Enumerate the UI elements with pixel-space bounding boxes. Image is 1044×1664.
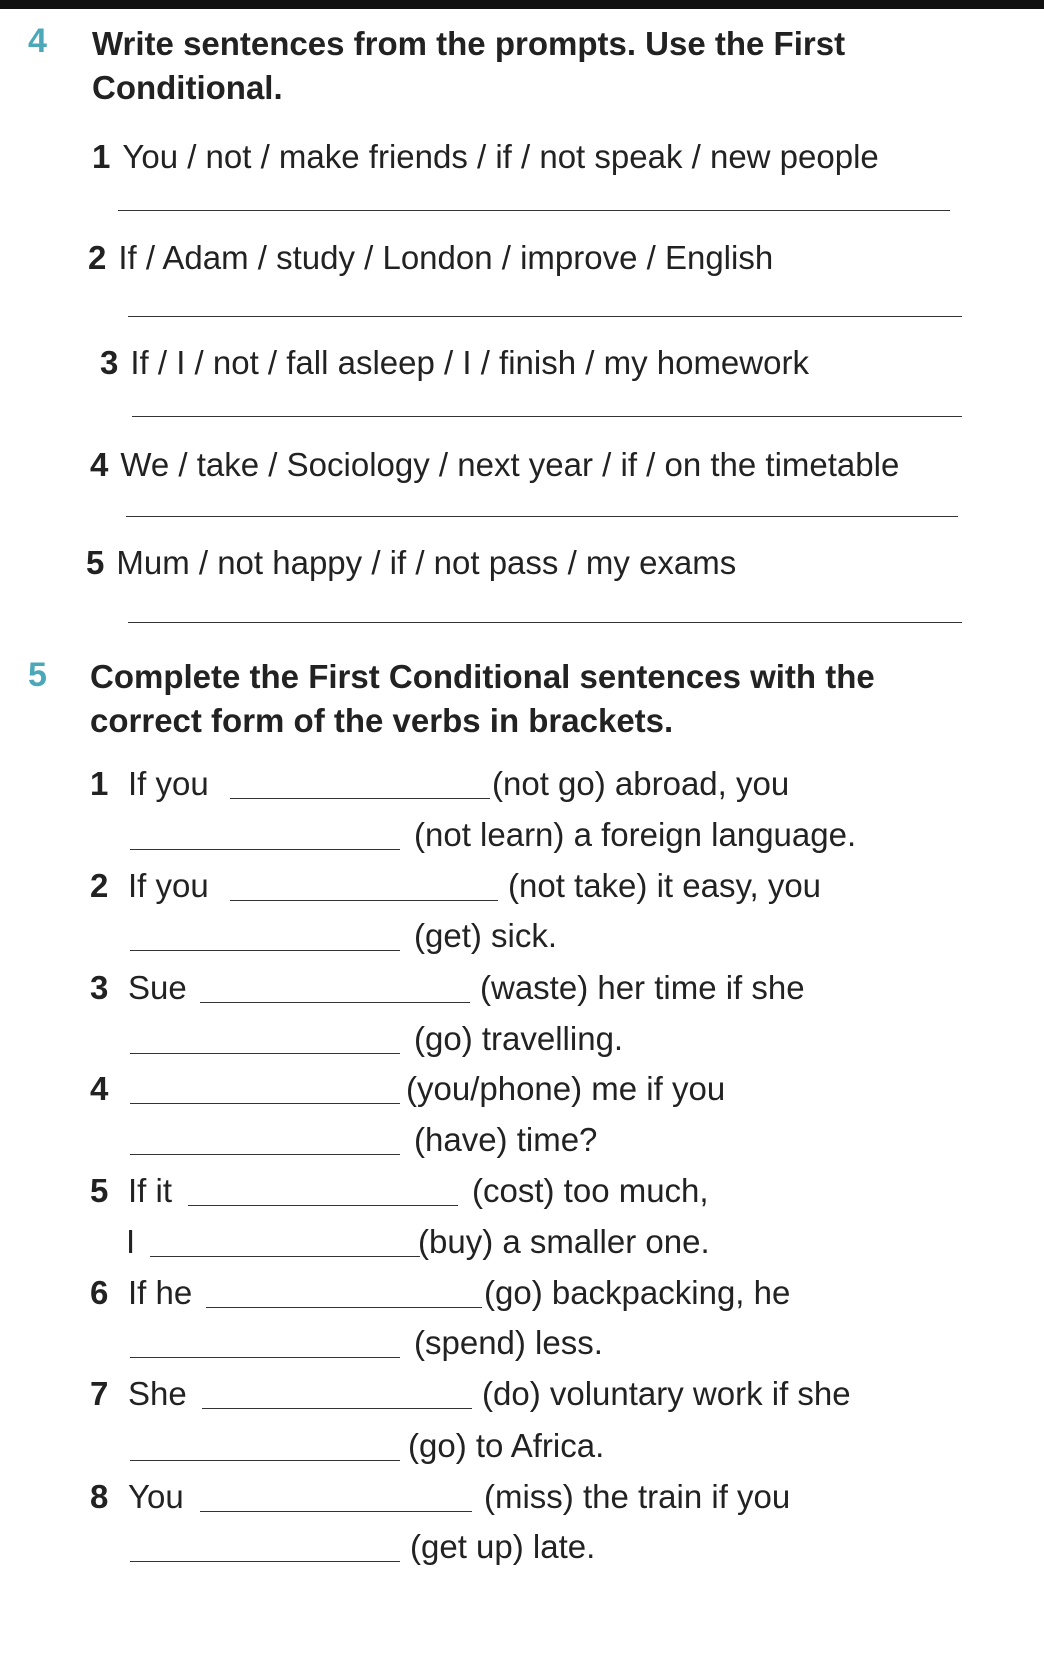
item-number: 3 xyxy=(100,344,119,381)
gap-fill-line xyxy=(90,1120,990,1160)
sentence-start: You xyxy=(128,1478,184,1515)
sentence-continuation: I xyxy=(126,1223,136,1260)
exercise-title-line: Conditional. xyxy=(92,69,283,106)
answer-blank[interactable] xyxy=(200,1002,470,1003)
answer-blank[interactable] xyxy=(202,1408,472,1409)
item-number: 5 xyxy=(90,1172,109,1209)
item-number: 7 xyxy=(90,1375,109,1412)
answer-line[interactable] xyxy=(128,622,962,623)
prompt-text: You / not / make friends / if / not speak / new people xyxy=(122,138,879,175)
answer-blank[interactable] xyxy=(130,849,400,850)
sentence-middle: (go) backpacking, he xyxy=(484,1274,791,1311)
gap-fill-line xyxy=(90,1374,990,1414)
answer-line[interactable] xyxy=(126,516,958,517)
sentence-end: (get) sick. xyxy=(414,917,558,954)
gap-fill-line xyxy=(90,1171,990,1211)
gap-fill-line xyxy=(90,866,990,906)
item-number: 8 xyxy=(90,1478,109,1515)
exercise-number: 4 xyxy=(28,22,47,60)
exercise-title-line: Write sentences from the prompts. Use the First xyxy=(92,25,846,62)
prompt-item xyxy=(86,543,736,583)
sentence-start: Sue xyxy=(128,969,187,1006)
answer-blank[interactable] xyxy=(130,950,400,951)
item-number: 1 xyxy=(92,138,111,175)
exercise-title xyxy=(92,22,992,110)
answer-blank[interactable] xyxy=(230,900,498,901)
sentence-end: (get up) late. xyxy=(410,1528,596,1565)
answer-blank[interactable] xyxy=(130,1154,400,1155)
sentence-start: If he xyxy=(128,1274,193,1311)
item-number: 6 xyxy=(90,1274,109,1311)
gap-fill-line xyxy=(90,764,990,804)
sentence-middle: (miss) the train if you xyxy=(484,1478,791,1515)
prompt-text: Mum / not happy / if / not pass / my exams xyxy=(116,544,737,581)
answer-blank[interactable] xyxy=(130,1460,400,1461)
sentence-start: If you xyxy=(128,765,209,802)
sentence-middle: (cost) too much, xyxy=(472,1172,709,1209)
exercise-title-line: correct form of the verbs in brackets. xyxy=(90,702,674,739)
answer-line[interactable] xyxy=(128,316,962,317)
answer-line[interactable] xyxy=(132,416,962,417)
item-number: 4 xyxy=(90,446,109,483)
gap-fill-line xyxy=(90,1323,990,1363)
sentence-middle: (waste) her time if she xyxy=(480,969,805,1006)
sentence-end: (not learn) a foreign language. xyxy=(414,816,857,853)
prompt-text: If / Adam / study / London / improve / English xyxy=(118,239,774,276)
gap-fill-line xyxy=(90,815,990,855)
item-number: 1 xyxy=(90,765,109,802)
exercise-title xyxy=(90,655,990,743)
item-number: 4 xyxy=(90,1070,109,1107)
answer-blank[interactable] xyxy=(188,1205,458,1206)
item-number: 3 xyxy=(90,969,109,1006)
gap-fill-line xyxy=(90,968,990,1008)
sentence-end: (have) time? xyxy=(414,1121,598,1158)
item-number: 2 xyxy=(90,867,109,904)
answer-blank[interactable] xyxy=(130,1053,400,1054)
answer-blank[interactable] xyxy=(230,798,490,799)
prompt-item xyxy=(92,137,879,177)
gap-fill-line xyxy=(90,1222,990,1262)
sentence-middle: (not take) it easy, you xyxy=(508,867,822,904)
answer-blank[interactable] xyxy=(150,1256,420,1257)
sentence-middle: (you/phone) me if you xyxy=(406,1070,726,1107)
answer-blank[interactable] xyxy=(130,1561,400,1562)
answer-blank[interactable] xyxy=(130,1357,400,1358)
sentence-start: If you xyxy=(128,867,209,904)
gap-fill-line xyxy=(90,1477,990,1517)
sentence-end: (go) to Africa. xyxy=(408,1427,605,1464)
gap-fill-line xyxy=(90,1069,990,1109)
prompt-text: If / I / not / fall asleep / I / finish / my homework xyxy=(130,344,809,381)
answer-blank[interactable] xyxy=(130,1103,400,1104)
exercise-number: 5 xyxy=(28,656,47,694)
sentence-end: (spend) less. xyxy=(414,1324,603,1361)
answer-line[interactable] xyxy=(118,210,950,211)
sentence-middle: (do) voluntary work if she xyxy=(482,1375,851,1412)
prompt-item xyxy=(88,238,773,278)
exercise-title-line: Complete the First Conditional sentences with the xyxy=(90,658,875,695)
sentence-middle: (not go) abroad, you xyxy=(492,765,790,802)
prompt-item xyxy=(90,445,899,485)
sentence-start: She xyxy=(128,1375,187,1412)
prompt-text: We / take / Sociology / next year / if / on the timetable xyxy=(120,446,900,483)
gap-fill-line xyxy=(90,1426,990,1466)
top-edge-bar xyxy=(0,0,1044,9)
gap-fill-line xyxy=(90,1273,990,1313)
gap-fill-line xyxy=(90,1527,990,1567)
sentence-end: (buy) a smaller one. xyxy=(418,1223,710,1260)
sentence-end: (go) travelling. xyxy=(414,1020,624,1057)
sentence-start: If it xyxy=(128,1172,173,1209)
item-number: 2 xyxy=(88,239,107,276)
item-number: 5 xyxy=(86,544,105,581)
answer-blank[interactable] xyxy=(200,1511,472,1512)
prompt-item xyxy=(100,343,809,383)
answer-blank[interactable] xyxy=(206,1307,482,1308)
gap-fill-line xyxy=(90,1019,990,1059)
gap-fill-line xyxy=(90,916,990,956)
